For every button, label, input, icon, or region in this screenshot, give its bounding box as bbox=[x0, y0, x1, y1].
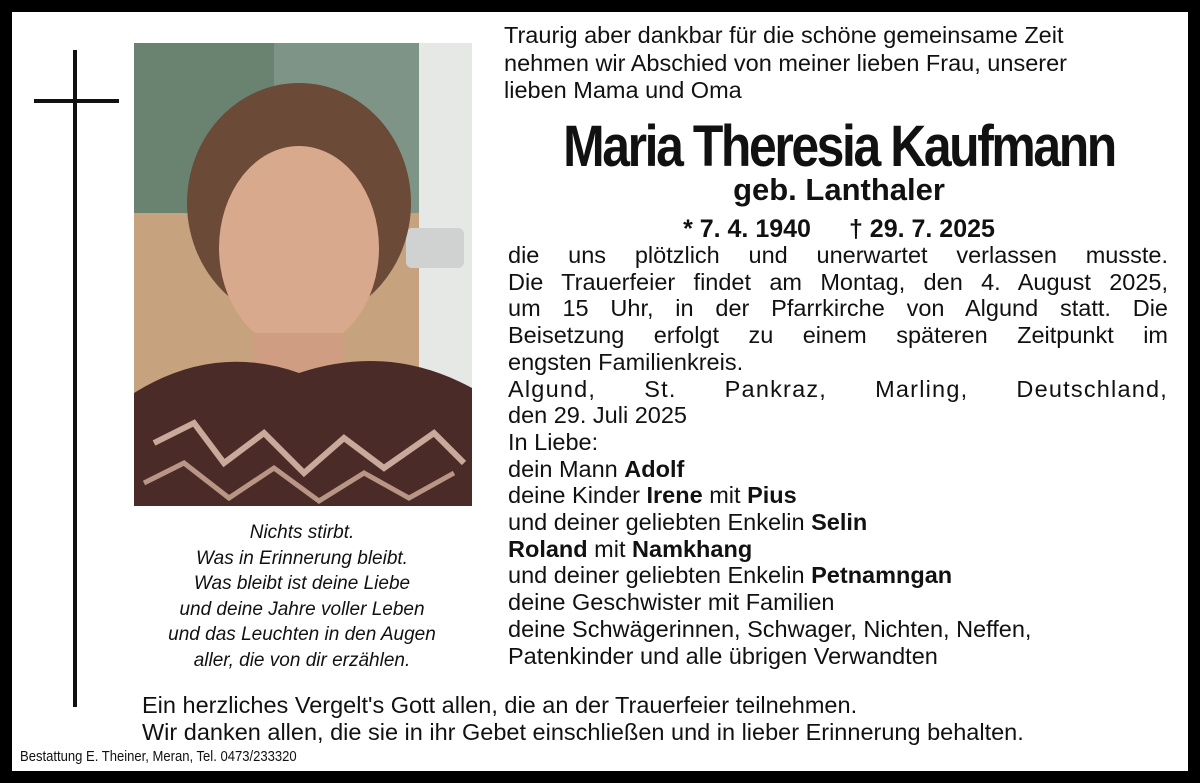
family-name: Selin bbox=[811, 509, 868, 536]
cross-icon-vertical bbox=[73, 50, 77, 707]
family-name: Irene bbox=[646, 482, 703, 509]
portrait-illustration bbox=[134, 43, 472, 506]
thanks-line: Wir danken allen, die sie in ihr Gebet einschließen und in lieber Erinnerung behalten. bbox=[142, 718, 1024, 745]
places-line: Algund, St. Pankraz, Marling, Deutschland, bbox=[508, 375, 1168, 402]
intro-text bbox=[504, 22, 1180, 105]
death-date: † 29. 7. 2025 bbox=[848, 215, 995, 243]
family-name: Pius bbox=[747, 482, 797, 509]
intro-line: Traurig aber dankbar für die schöne gemeinsame Zeit bbox=[504, 22, 1064, 48]
family-line bbox=[508, 456, 1168, 483]
family-line bbox=[508, 509, 1168, 536]
family-line bbox=[508, 536, 1168, 563]
poem bbox=[112, 520, 492, 673]
family-name: Namkhang bbox=[632, 535, 753, 562]
family-text: dein Mann bbox=[508, 455, 625, 482]
poem-line: Was bleibt ist deine Liebe bbox=[193, 573, 411, 594]
poem-line: Was in Erinnerung bleibt. bbox=[196, 547, 408, 569]
family-text: und deiner geliebten Enkelin bbox=[508, 509, 812, 536]
body-line: Die Trauerfeier findet am Montag, den 4. August 2025, bbox=[508, 268, 1168, 295]
intro-line: lieben Mama und Oma bbox=[504, 77, 742, 103]
family-text: und deiner geliebten Enkelin bbox=[508, 562, 812, 589]
in-liebe: In Liebe: bbox=[508, 428, 599, 455]
family-name: Petnamngan bbox=[811, 562, 953, 589]
body-line: um 15 Uhr, in der Pfarrkirche von Algund statt. Die bbox=[508, 295, 1168, 322]
body-line: engsten Familienkreis. bbox=[508, 348, 744, 375]
family-line: Patenkinder und alle übrigen Verwandten bbox=[508, 642, 938, 669]
deceased-name: Maria Theresia Kaufmann bbox=[563, 114, 1115, 179]
family-text: deine Kinder bbox=[508, 482, 647, 509]
portrait-photo bbox=[134, 43, 472, 506]
maiden-name: geb. Lanthaler bbox=[733, 172, 945, 207]
birth-date: * 7. 4. 1940 bbox=[683, 215, 811, 243]
poem-line: Nichts stirbt. bbox=[249, 522, 355, 543]
family-line bbox=[508, 482, 1168, 509]
family-text: mit bbox=[587, 535, 633, 562]
thanks-text bbox=[142, 692, 1182, 745]
family-line: deine Geschwister mit Familien bbox=[508, 589, 835, 616]
announcement-body bbox=[508, 242, 1168, 669]
poem-line: und das Leuchten in den Augen bbox=[168, 624, 436, 645]
family-name: Roland bbox=[508, 535, 588, 562]
poem-line: und deine Jahre voller Leben bbox=[179, 598, 425, 620]
family-text: mit bbox=[702, 482, 748, 509]
intro-line: nehmen wir Abschied von meiner lieben Frau, unserer bbox=[504, 49, 1067, 76]
family-line: deine Schwägerinnen, Schwager, Nichten, Neffen, bbox=[508, 615, 1032, 642]
funeral-home-footer: Bestattung E. Theiner, Meran, Tel. 0473/233320 bbox=[20, 749, 297, 765]
body-line: Beisetzung erfolgt zu einem späteren Zeitpunkt im bbox=[508, 322, 1168, 349]
life-dates bbox=[494, 214, 1184, 244]
obituary-card bbox=[12, 12, 1188, 771]
cross-icon-horizontal bbox=[34, 99, 119, 103]
poem-line: aller, die von dir erzählen. bbox=[193, 649, 411, 671]
family-line bbox=[508, 562, 1168, 589]
body-line: die uns plötzlich und unerwartet verlassen musste. bbox=[508, 242, 1168, 268]
thanks-line: Ein herzliches Vergelt's Gott allen, die an der Trauerfeier teilnehmen. bbox=[142, 692, 858, 718]
family-name: Adolf bbox=[624, 455, 685, 482]
date-line: den 29. Juli 2025 bbox=[508, 402, 688, 429]
